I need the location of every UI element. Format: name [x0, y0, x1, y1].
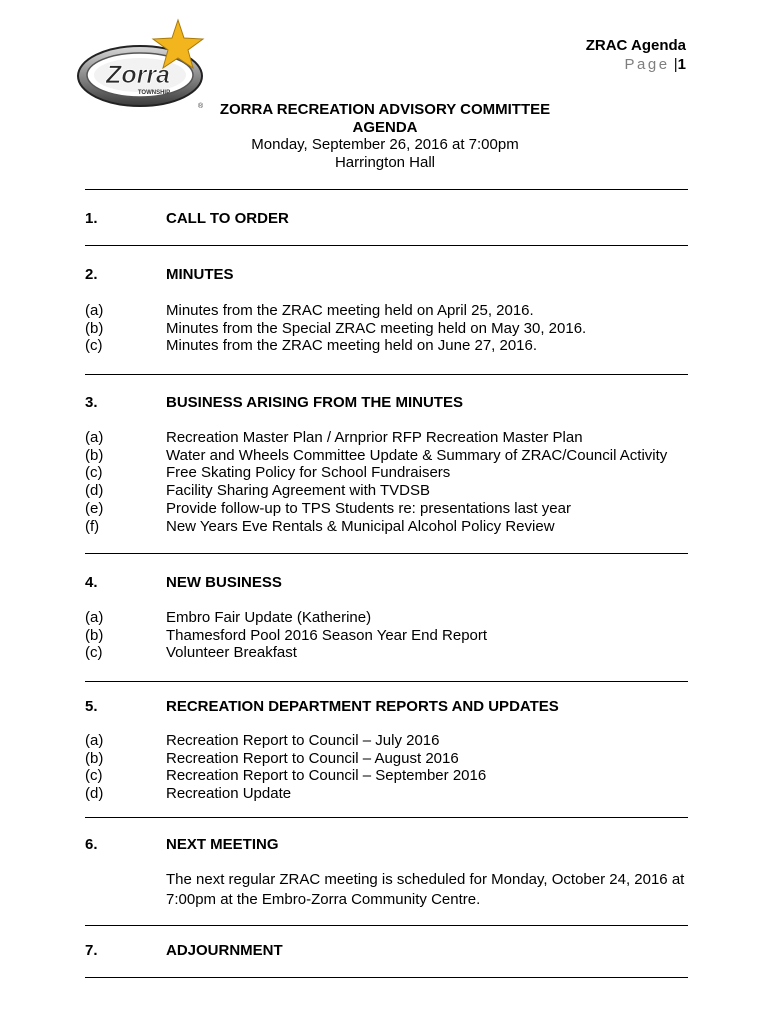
agenda-item-list [85, 302, 695, 355]
agenda-item [85, 644, 695, 662]
registered-mark: ® [198, 103, 204, 110]
item-text: Minutes from the Special ZRAC meeting held on May 30, 2016. [166, 319, 587, 337]
item-text: Recreation Master Plan / Arnprior RFP Recreation Master Plan [166, 429, 583, 446]
divider [85, 925, 688, 926]
item-text: Water and Wheels Committee Update & Summary of ZRAC/Council Activity [166, 446, 668, 464]
agenda-item [85, 785, 695, 803]
section-title: MINUTES [166, 266, 234, 283]
section-title: RECREATION DEPARTMENT REPORTS AND UPDATES [166, 698, 559, 715]
agenda-item [85, 337, 695, 355]
item-label: (c) [85, 767, 103, 785]
item-label: (a) [85, 429, 104, 446]
item-label: (d) [85, 785, 104, 803]
page-separator: | [673, 56, 678, 73]
section-number: 5. [85, 698, 98, 715]
divider [85, 681, 688, 682]
divider [85, 553, 688, 554]
divider [85, 374, 688, 375]
section-title: ADJOURNMENT [166, 942, 283, 959]
agenda-item [85, 732, 695, 750]
section-title: NEW BUSINESS [166, 574, 282, 591]
page-indicator [586, 55, 686, 75]
item-text: Recreation Report to Council – August 2016 [166, 749, 459, 767]
section-number: 2. [85, 266, 98, 283]
item-text: Facility Sharing Agreement with TVDSB [166, 482, 431, 500]
item-label: (c) [85, 337, 103, 355]
meeting-location: Harrington Hall [334, 153, 436, 171]
agenda-item [85, 767, 695, 785]
item-text: Recreation Update [166, 785, 292, 803]
item-label: (b) [85, 319, 104, 337]
meeting-date: Monday, September 26, 2016 at 7:00pm [251, 136, 519, 153]
agenda-item [85, 627, 695, 645]
item-label: (b) [85, 749, 104, 767]
agenda-item [85, 302, 695, 320]
item-text: New Years Eve Rentals & Municipal Alcohol Policy Review [166, 517, 555, 535]
agenda-item [85, 429, 695, 447]
agenda-heading: AGENDA [352, 118, 418, 136]
item-text: Minutes from the ZRAC meeting held on June 27, 2016. [166, 337, 538, 355]
item-text: Embro Fair Update (Katherine) [166, 609, 372, 626]
logo-wordmark: Zorra [106, 61, 170, 89]
zorra-township-logo [74, 18, 214, 114]
item-label: (d) [85, 482, 104, 500]
committee-name: ZORRA RECREATION ADVISORY COMMITTEE [219, 101, 551, 118]
section-title: CALL TO ORDER [166, 210, 289, 227]
agenda-item [85, 609, 695, 627]
item-text: Free Skating Policy for School Fundraisers [166, 464, 451, 482]
item-label: (c) [85, 644, 103, 662]
divider [85, 189, 688, 190]
next-meeting-paragraph: The next regular ZRAC meeting is scheduled for Monday, October 24, 2016 at 7:00pm at the Embro-Zorra Community Centre. [166, 871, 685, 908]
document-title-block [0, 101, 770, 171]
item-label: (e) [85, 499, 104, 517]
item-label: (b) [85, 626, 104, 644]
agenda-item-list [85, 429, 695, 535]
logo-subtext: TOWNSHIP [137, 90, 171, 96]
section-number: 6. [85, 836, 98, 853]
page-word: Page [624, 56, 670, 73]
item-text: Thamesford Pool 2016 Season Year End Report [166, 626, 488, 644]
item-text: Provide follow-up to TPS Students re: presentations last year [166, 499, 571, 517]
section-number: 1. [85, 210, 98, 227]
item-text: Minutes from the ZRAC meeting held on April 25, 2016. [166, 302, 534, 319]
item-label: (a) [85, 609, 104, 626]
header-title: ZRAC Agenda [585, 37, 686, 54]
agenda-item [85, 482, 695, 500]
item-label: (a) [85, 302, 104, 319]
item-text: Recreation Report to Council – July 2016 [166, 732, 440, 749]
divider [85, 977, 688, 978]
item-label: (a) [85, 732, 104, 749]
agenda-item [85, 750, 695, 768]
agenda-item [85, 464, 695, 482]
section-number: 4. [85, 574, 98, 591]
item-text: Volunteer Breakfast [166, 644, 297, 662]
section-number: 3. [85, 394, 98, 411]
item-label: (b) [85, 446, 104, 464]
page-number: 1 [677, 56, 686, 73]
agenda-item-list [85, 732, 695, 803]
item-label: (c) [85, 464, 103, 482]
agenda-item-list [85, 609, 695, 662]
page-header [586, 37, 686, 75]
agenda-item [85, 518, 695, 536]
divider [85, 245, 688, 246]
section-title: BUSINESS ARISING FROM THE MINUTES [166, 394, 463, 411]
agenda-item [85, 500, 695, 518]
agenda-item [85, 447, 695, 465]
item-text: Recreation Report to Council – September 2016 [166, 767, 487, 785]
section-title: NEXT MEETING [166, 836, 279, 853]
section-number: 7. [85, 942, 98, 959]
agenda-item [85, 320, 695, 338]
divider [85, 817, 688, 818]
item-label: (f) [85, 517, 100, 535]
